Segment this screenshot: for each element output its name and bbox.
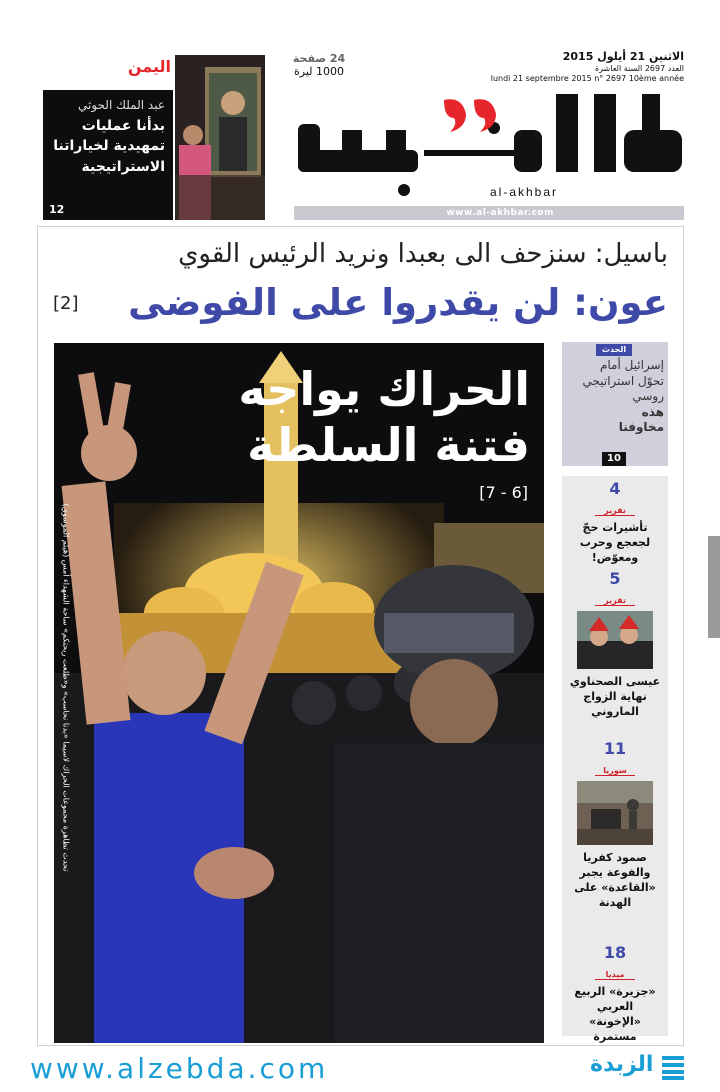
lead-photo[interactable] <box>54 343 544 1043</box>
item-category: تقرير <box>595 596 635 606</box>
photo-headline-line: الحراك يواجه <box>238 362 530 416</box>
hadath-text <box>564 358 664 436</box>
photo-headline <box>238 361 530 473</box>
yemen-author: عبد الملك الحوثي <box>78 98 165 112</box>
hadath-line: إسرائيل أمام <box>599 358 664 372</box>
item-line: مستمرة <box>593 1029 637 1043</box>
pages-block <box>292 52 346 78</box>
hadath-box[interactable] <box>562 342 668 466</box>
item-headline <box>562 851 668 910</box>
item-line: «القاعدة» على <box>574 880 656 894</box>
yemen-headline-line: الاستراتيجية <box>81 158 165 175</box>
item-line: العربي <box>596 999 634 1013</box>
date-block <box>491 50 684 84</box>
date-french: lundi 21 septembre 2015 n° 2697 10ème année <box>490 73 684 83</box>
website-bar[interactable]: www.al-akhbar.com <box>294 206 684 220</box>
yemen-headline <box>49 116 165 177</box>
item-line: الهدنة <box>598 895 632 909</box>
page-count: 24 صفحة <box>292 52 346 65</box>
yemen-photo-image <box>175 55 265 220</box>
yemen-page-number: 12 <box>49 203 65 216</box>
item-category: تقرير <box>595 506 635 516</box>
photo-headline-line: فتنة السلطة <box>247 418 530 473</box>
item-line: لجعجع وحرب <box>579 535 651 549</box>
yemen-photo <box>175 55 265 220</box>
yemen-title: اليمن <box>127 57 171 76</box>
item-headline <box>562 985 668 1044</box>
hadath-line: روسي <box>632 389 664 404</box>
index-item-page-4[interactable] <box>562 480 668 566</box>
issue-arabic: العدد 2697 السنة العاشرة <box>594 63 684 73</box>
price: 1000 ليرة <box>294 65 344 78</box>
item-line: «جزيرة» الربيع <box>574 985 656 998</box>
date-arabic: الاثنين 21 أيلول 2015 <box>562 50 684 63</box>
main-headline[interactable] <box>53 281 668 327</box>
kicker: باسيل: سنزحف الى بعبدا ونريد الرئيس القوي <box>178 239 668 269</box>
scroll-tab[interactable] <box>708 536 720 638</box>
item-page-number: 18 <box>603 943 627 962</box>
yemen-box <box>43 90 173 220</box>
item-line: نهاية الزواج <box>583 689 647 703</box>
hadath-label: الحدث <box>596 344 632 356</box>
al-akhbar-logo <box>294 90 686 202</box>
item-category: سوريا <box>595 766 635 776</box>
item-line: والفوعة يجبر <box>579 865 651 879</box>
item-thumbnail <box>577 611 653 669</box>
photo-caption-text: تحدث تظاهرة مجموعات الحراك لاسيما «بدنا نحاسب» و«طلعت ريحتكم» ساحة الشهداء أمس (هيثم الموسوي) <box>61 503 71 872</box>
item-page-number: 11 <box>603 739 627 758</box>
hadath-line: تحوّل استراتيجي <box>582 373 664 388</box>
item-line: الماروني <box>591 704 639 718</box>
item-line: «الإخونة» <box>589 1014 641 1028</box>
masthead <box>292 50 684 220</box>
footer-logo-text: الزبدة <box>590 1052 654 1077</box>
footer-url[interactable]: www.alzebda.com <box>30 1052 329 1085</box>
main-headline-page: [2] <box>53 293 79 314</box>
item-thumbnail <box>577 781 653 845</box>
item-category: ميديا <box>595 970 635 980</box>
logo-latin: al-akhbar <box>490 185 559 199</box>
photo-caption <box>56 343 72 1043</box>
footer-logo-icon <box>662 1056 684 1080</box>
index-item-page-18[interactable] <box>562 944 668 1044</box>
item-headline <box>562 675 668 720</box>
index-item-page-5[interactable] <box>562 570 668 720</box>
item-line: عيسى الصحناوي <box>569 675 661 688</box>
hadath-bold-line: هذه <box>641 404 664 419</box>
yemen-headline-line: بدأنا عمليات <box>81 118 165 134</box>
item-line: ومعوّض! <box>591 550 639 564</box>
yemen-headline-line: تمهيدية لخياراتنا <box>53 138 165 155</box>
item-page-number: 5 <box>609 569 621 588</box>
index-item-page-11[interactable] <box>562 740 668 910</box>
item-line: صمود كفريا <box>583 851 647 864</box>
yemen-teaser[interactable] <box>43 55 265 220</box>
item-line: تأشيرات حجّ <box>582 521 648 534</box>
photo-page-ref: [7 - 6] <box>479 483 528 502</box>
hadath-bold-line: مخاوفنا <box>618 420 664 435</box>
main-headline-text: عون: لن يقدروا على الفوضى <box>128 281 668 324</box>
hadath-page-number: 10 <box>602 452 626 466</box>
item-headline <box>562 521 668 566</box>
item-page-number: 4 <box>609 479 621 498</box>
footer-logo[interactable] <box>590 1052 686 1084</box>
